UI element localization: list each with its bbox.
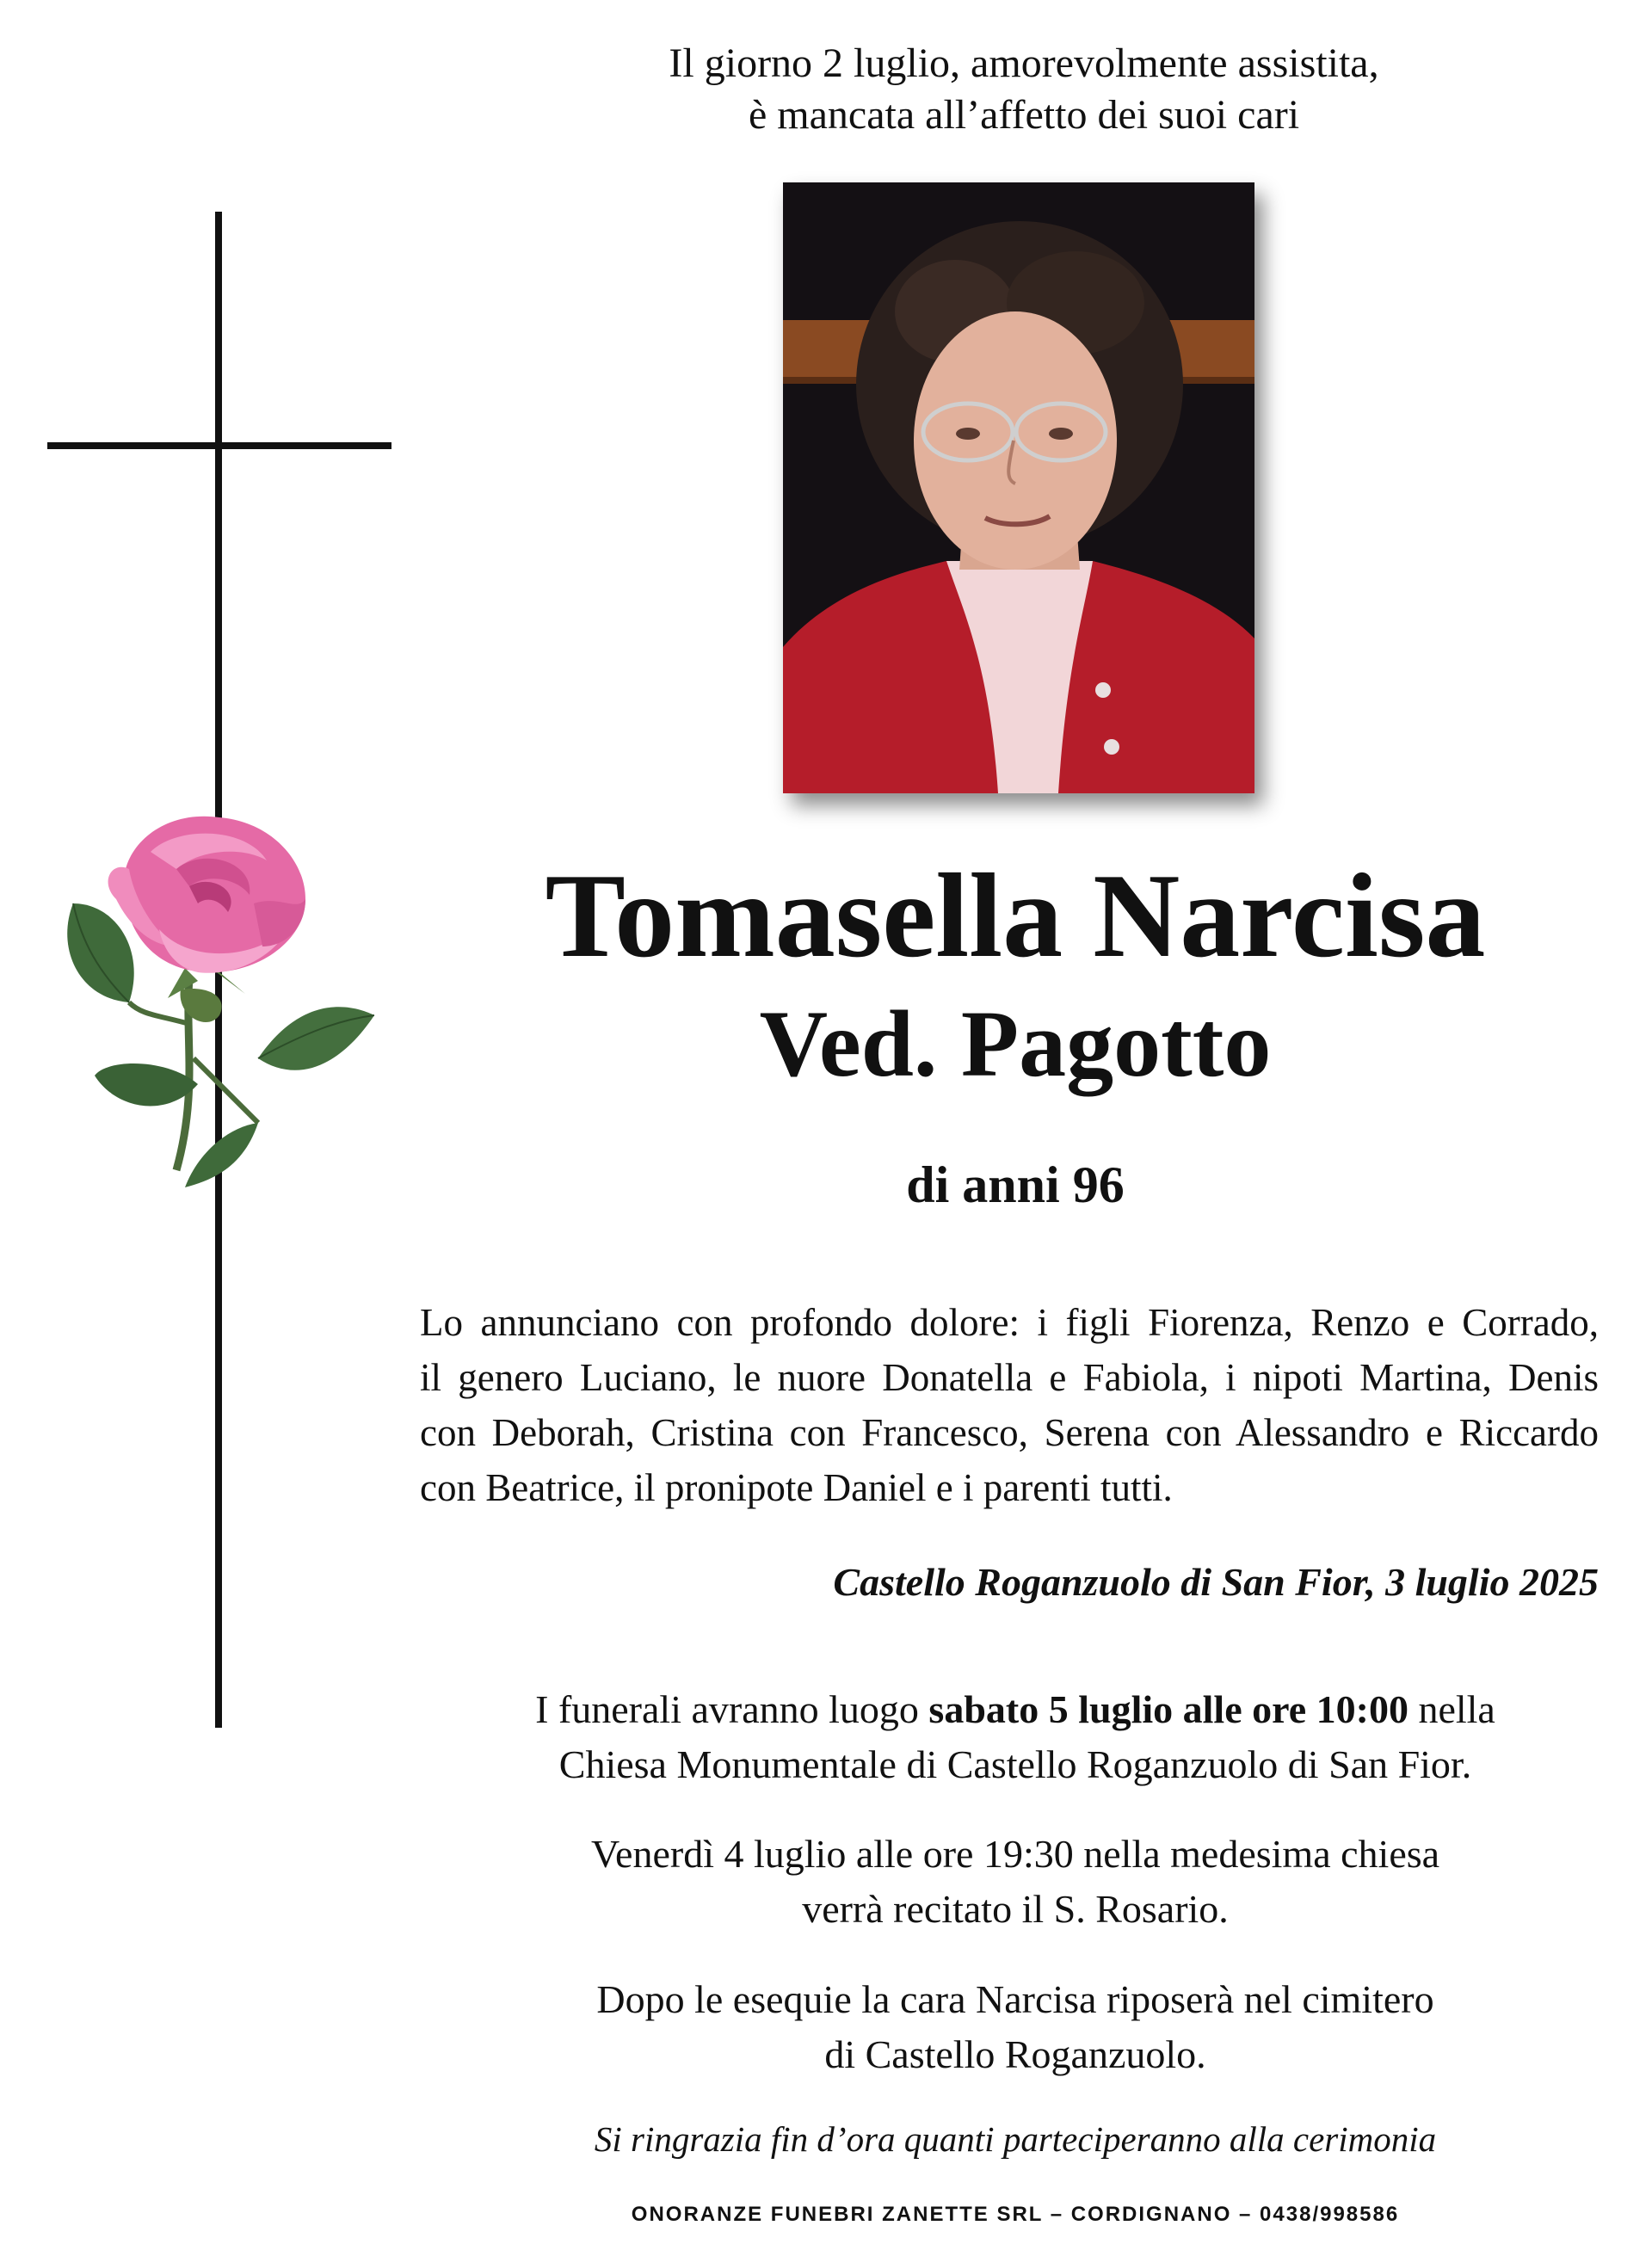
funeral-info — [413, 1682, 1618, 1792]
rosary-line-2: verrà recitato il S. Rosario. — [802, 1887, 1229, 1931]
intro-text — [551, 38, 1497, 141]
rosary-line-1: Venerdì 4 luglio alle ore 19:30 nella medesima chiesa — [590, 1832, 1440, 1876]
funeral-line-2: Chiesa Monumentale di Castello Roganzuolo di San Fior. — [558, 1742, 1472, 1786]
burial-info — [413, 1972, 1618, 2082]
funeral-line-1 — [413, 1682, 1618, 1737]
funeral-datetime: sabato 5 luglio alle ore 10:00 — [928, 1687, 1409, 1731]
pink-rose-icon — [47, 800, 391, 1230]
funeral-prefix: I funerali avranno luogo — [535, 1687, 929, 1731]
announcement-line-2: il genero Luciano, le nuore Donatella e Fabiola, i nipoti Martina, Denis — [420, 1356, 1599, 1399]
deceased-married-name: Ved. Pagotto — [759, 991, 1272, 1096]
deceased-name: Tomasella Narcisa — [545, 849, 1486, 983]
portrait-photo — [783, 182, 1254, 793]
thanks-note: Si ringrazia fin d’ora quanti parteciperanno alla cerimonia — [594, 2119, 1437, 2159]
portrait-image — [783, 182, 1254, 793]
deceased-age: di anni 96 — [906, 1156, 1125, 1213]
announcement-paragraph — [420, 1295, 1599, 1515]
funeral-home-footer: ONORANZE FUNEBRI ZANETTE SRL – CORDIGNANO – 0438/998586 — [631, 2203, 1400, 2226]
announcement-line-4: con Beatrice, il pronipote Daniel e i parenti tutti. — [420, 1466, 1173, 1509]
place-and-date: Castello Roganzuolo di San Fior, 3 luglio 2025 — [833, 1560, 1599, 1604]
announcement-line-1: Lo annunciano con profondo dolore: i figli Fiorenza, Renzo e Corrado, — [420, 1301, 1599, 1344]
intro-line-2: è mancata all’affetto dei suoi cari — [748, 92, 1300, 138]
rosary-info — [413, 1827, 1618, 1937]
cross-horizontal-bar — [47, 442, 391, 449]
burial-line-1: Dopo le esequie la cara Narcisa riposerà nel cimitero — [596, 1977, 1434, 2021]
funeral-suffix: nella — [1408, 1687, 1495, 1731]
announcement-line-3: con Deborah, Cristina con Francesco, Serena con Alessandro e Riccardo — [420, 1411, 1599, 1454]
burial-line-2: di Castello Roganzuolo. — [824, 2032, 1206, 2076]
intro-line-1: Il giorno 2 luglio, amorevolmente assistita, — [669, 40, 1379, 86]
